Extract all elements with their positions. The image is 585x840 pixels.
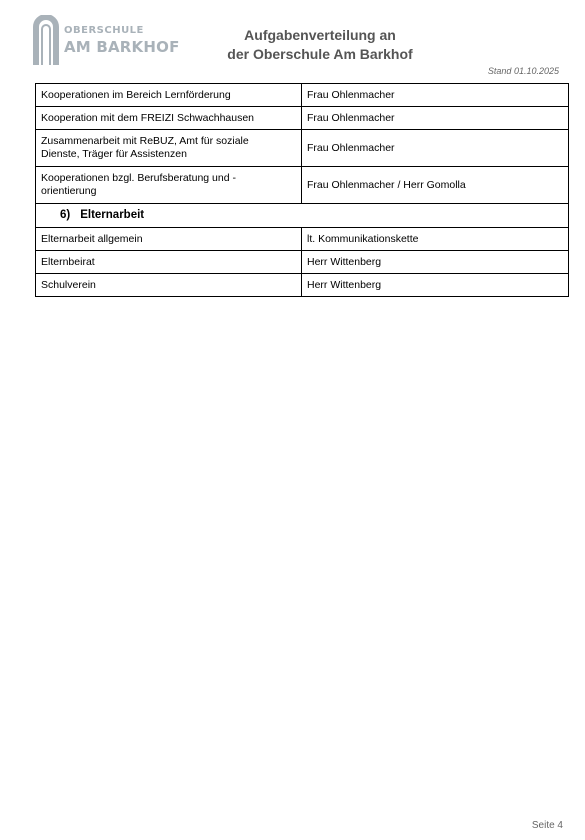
section-title: Elternarbeit <box>80 209 145 221</box>
table-row <box>36 228 569 251</box>
task-text-line1: Kooperationen bzgl. Berufsberatung und - <box>41 172 236 184</box>
logo-text-line2: AM BARKHOF <box>64 38 180 56</box>
section-heading <box>36 204 569 228</box>
person-cell: Frau Ohlenmacher <box>302 84 569 107</box>
page-number: Seite 4 <box>531 820 563 831</box>
section-number: 6) <box>60 209 71 221</box>
table-row <box>36 167 569 204</box>
title-line2: der Oberschule Am Barkhof <box>227 46 413 62</box>
task-text-line2: Dienste, Träger für Assistenzen <box>41 148 187 160</box>
task-cell: Kooperation mit dem FREIZI Schwachhausen <box>36 107 302 130</box>
table-row <box>36 274 569 297</box>
table-row <box>36 107 569 130</box>
task-table <box>35 83 569 297</box>
logo-text-line1: OBERSCHULE <box>64 25 144 36</box>
task-cell <box>36 167 302 204</box>
section-heading-row <box>36 204 569 228</box>
task-text-line1: Zusammenarbeit mit ReBUZ, Amt für soziale <box>41 135 249 147</box>
table-row <box>36 84 569 107</box>
person-cell: Frau Ohlenmacher <box>302 107 569 130</box>
person-cell: Frau Ohlenmacher <box>302 130 569 167</box>
task-text-line2: orientierung <box>41 185 97 197</box>
school-logo <box>32 15 180 67</box>
task-cell: Elternarbeit allgemein <box>36 228 302 251</box>
task-cell: Schulverein <box>36 274 302 297</box>
task-cell <box>36 130 302 167</box>
table-row <box>36 251 569 274</box>
person-cell: Herr Wittenberg <box>302 274 569 297</box>
school-logo-icon <box>32 15 60 67</box>
task-cell: Elternbeirat <box>36 251 302 274</box>
task-cell: Kooperationen im Bereich Lernförderung <box>36 84 302 107</box>
stand-date: Stand 01.10.2025 <box>487 66 559 76</box>
person-cell: lt. Kommunikationskette <box>302 228 569 251</box>
person-cell: Frau Ohlenmacher / Herr Gomolla <box>302 167 569 204</box>
title-line1: Aufgabenverteilung an <box>244 27 396 43</box>
person-cell: Herr Wittenberg <box>302 251 569 274</box>
table-row <box>36 130 569 167</box>
document-title <box>190 26 450 64</box>
